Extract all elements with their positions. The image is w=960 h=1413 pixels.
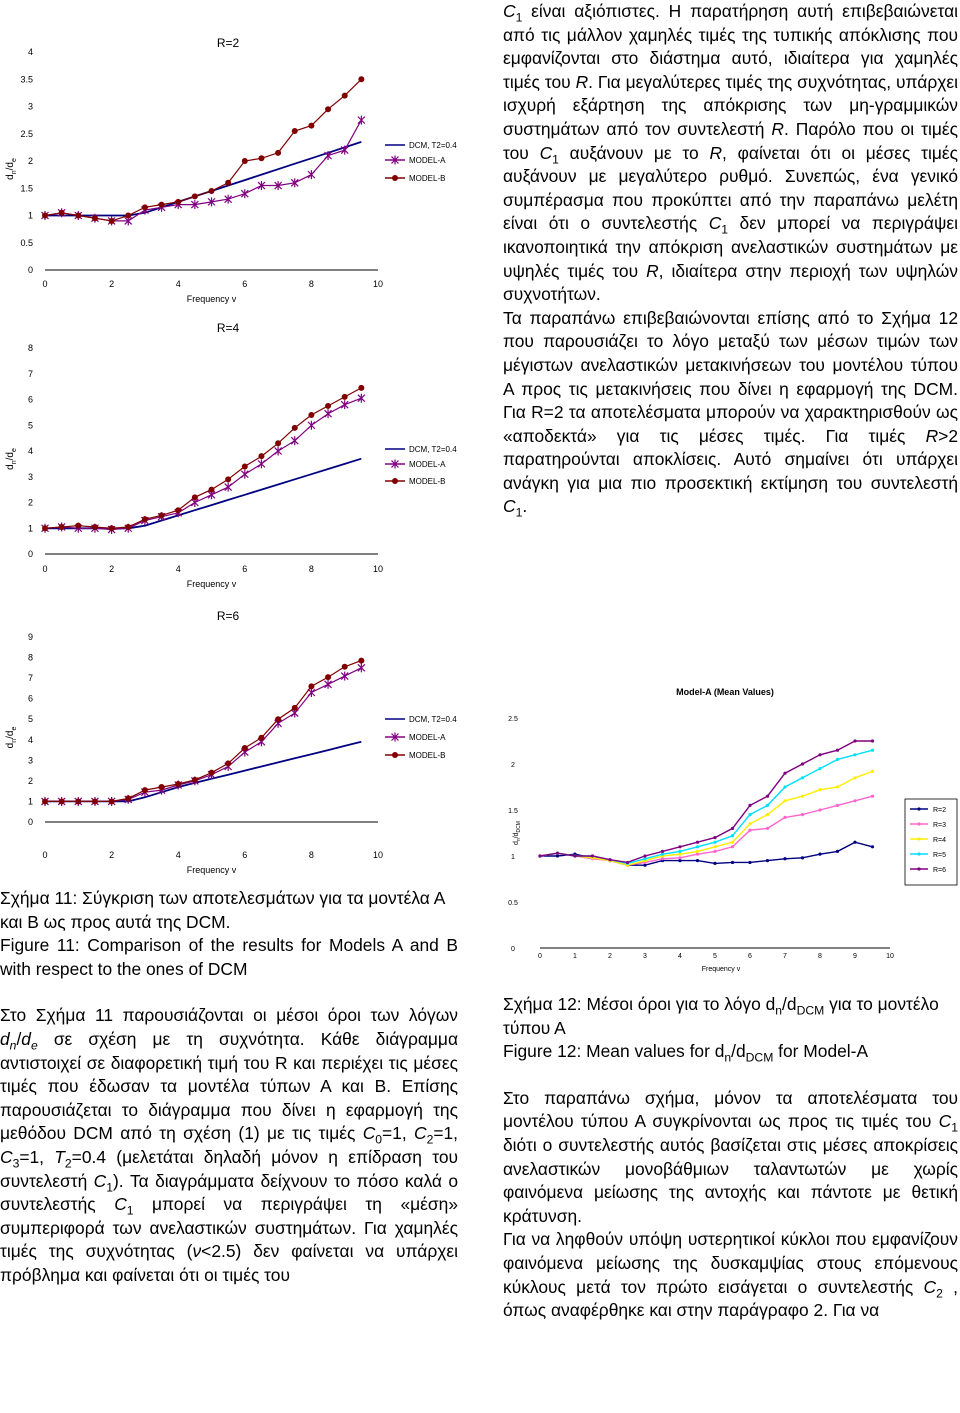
data-point-r4 [871,770,874,773]
data-point-model-a [308,421,315,430]
series-line-model-a [45,398,361,529]
data-point-r4 [748,822,751,825]
series-line-model-a [45,120,361,221]
data-point-model-b [59,798,65,804]
y-tick-label: 3 [27,101,33,112]
data-point-model-b [308,412,314,418]
data-point-model-b [292,425,298,431]
right-text-column-top [503,0,958,519]
data-point-r6 [556,852,559,855]
data-point-r6 [853,739,856,742]
data-point-r2 [818,853,821,856]
data-point-model-b [275,150,281,156]
y-tick-label: 2.5 [20,128,33,139]
chart-title: R=2 [216,36,240,50]
right-body-paragraph-2: Τα παραπάνω επιβεβαιώνονται επίσης από το Σχήμα 12 που παρουσιάζει το λόγο μεταξύ των μέσων τιμών των μέγιστων ανελαστικών μετακινήσεων του μοντέλου τύπου Α προς τις μετακινήσεις που δίνει η εφαρμογή της DCM. Για R=2 τα αποτελέσματα μπορούν να χαρακτηρισθούν ως «αποδεκτά» για τις μέσες τιμές. Για τιμές R>2 παρατηρούνται αποκλίσεις. Αυτό σημαίνει ότι υπάρχει ανάγκη για μια πιο προσεκτική εκτίμηση του συντελεστή $C_1$. [503,307,958,520]
x-tick-label: 6 [748,953,752,960]
data-point-r6 [696,841,699,844]
data-point-model-b [358,385,364,391]
data-point-r5 [713,841,716,844]
data-point-r5 [643,857,646,860]
right-body-paragraph-3: Στο παραπάνω σχήμα, μόνον τα αποτελέσματα του μοντέλου τύπου Α συγκρίνονται ως προς τις τιμές του $C_1$ διότι ο συντελεστής αυτός βασίζεται στις μέσες αποκρίσεις ανελαστικών μονοβάθμιων ταλαντωτών με χωρίς φαινόμενα μείωσης της αντοχής και πάντοτε με θετική κράτυνση. [503,1087,958,1226]
data-point-model-b [92,798,98,804]
data-point-r3 [836,804,839,807]
data-point-model-a [358,663,365,672]
x-tick-label: 8 [308,564,314,574]
legend-label: DCM, T2=0.4 [409,141,457,150]
data-point-model-b [325,403,331,409]
x-tick-label: 3 [643,953,647,960]
y-tick-label: 8 [27,652,33,663]
data-point-r3 [801,813,804,816]
data-point-model-b [275,440,281,446]
data-point-r2 [783,857,786,860]
data-point-model-b [42,798,48,804]
series-line-r3 [540,796,873,865]
series-line-dcm [45,742,361,802]
legend-label: R=3 [933,822,947,829]
y-tick-label: 1.5 [508,808,518,815]
x-tick-label: 4 [175,850,181,860]
data-point-r4 [696,850,699,853]
y-tick-label: 3.5 [20,74,33,85]
data-point-model-b [209,487,215,493]
y-tick-label: 1 [27,210,33,221]
y-axis-label: $d_n/d_e$ [5,726,18,749]
y-tick-label: 7 [27,673,33,684]
data-point-r4 [783,799,786,802]
data-point-r5 [853,753,856,756]
data-point-model-b [325,674,331,680]
x-tick-label: 8 [308,850,314,860]
data-point-r5 [783,785,786,788]
data-point-r2 [766,859,769,862]
chart-title: Model-A (Mean Values) [676,687,774,697]
x-tick-label: 5 [713,953,717,960]
data-point-model-b [342,394,348,400]
y-tick-label: 2.5 [508,716,518,723]
data-point-r2 [748,861,751,864]
data-point-model-a [308,170,315,179]
figure-12-caption-english: Figure 12: Mean values for $d_n/d_{DCM}$ for Model-A [503,1041,869,1065]
data-point-model-b [125,524,131,530]
y-tick-label: 1 [27,796,33,807]
data-point-r4 [713,845,716,848]
x-tick-label: 2 [608,953,612,960]
legend-marker [392,752,398,758]
legend-label: MODEL-B [409,477,446,486]
data-point-r5 [818,767,821,770]
y-tick-label: 4 [27,734,33,745]
x-tick-label: 6 [242,850,248,860]
data-point-model-b [142,787,148,793]
data-point-r6 [661,850,664,853]
series-line-model-b [45,79,361,221]
data-point-r2 [643,864,646,867]
x-tick-label: 4 [678,953,682,960]
data-point-r2 [836,850,839,853]
data-point-model-a [341,672,348,681]
data-point-model-b [109,798,115,804]
data-point-model-b [75,798,81,804]
data-point-model-b [92,524,98,530]
x-tick-label: 9 [853,953,857,960]
data-point-model-b [42,525,48,531]
legend-marker [917,837,920,840]
data-point-r3 [818,808,821,811]
x-axis-label: Frequency v [186,294,237,304]
left-body-paragraph: Στο Σχήμα 11 παρουσιάζονται οι μέσοι όροι των λόγων $d_n/d_e$ σε σχέση με τη συχνότητα. Κάθε διάγραμμα αντιστοιχεί σε διαφορετική τιμή του R και περιέχει τις μέσες τιμές που έδωσαν τα μοντέλα τύπων Α και Β. Επίσης παρουσιάζεται το διάγραμμα που δίνει η εφαρμογή της μεθόδου DCM από τη σχέση (1) με τις τιμές $C_0=1$, $C_2=1$, $C_3=1$, $T_2=0.4$ (μελετάται δηλαδή μόνον η επίδραση του συντελεστή $C_1$). Τα διαγράμματα δείχνουν το πόσο καλά ο συντελεστής $C_1$ μπορεί να περιγράψει τη «μέση» συμπεριφορά των ανελαστικών συστημάτων. Για χαμηλές τιμές της συχνότητας (ν<2.5) δεν φαίνεται να υπάρχει πρόβλημα και φαίνεται ότι οι τιμές του [0,1005,459,1285]
data-point-model-b [59,524,65,530]
data-point-model-a [341,146,348,155]
x-tick-label: 10 [372,279,384,289]
y-tick-label: 1.5 [20,183,33,194]
data-point-r5 [836,758,839,761]
data-point-model-a [325,409,332,418]
data-point-model-b [258,453,264,459]
data-point-model-b [125,213,131,219]
data-point-r3 [713,850,716,853]
legend-label: R=2 [933,807,947,814]
y-tick-label: 0 [27,817,33,827]
data-point-model-b [358,76,364,82]
data-point-model-a [275,447,282,456]
data-point-r6 [608,858,611,861]
series-line-r2 [540,842,873,865]
data-point-r3 [661,857,664,860]
y-axis-label: $d_n/d_e$ [5,158,18,180]
data-point-model-b [159,512,165,518]
y-tick-label: 0.5 [20,237,33,248]
data-point-r5 [871,749,874,752]
legend-marker [392,175,398,181]
data-point-r6 [678,845,681,848]
legend-label: R=4 [933,837,947,844]
y-tick-label: 5 [27,714,33,725]
x-tick-label: 8 [818,953,822,960]
legend-box [905,799,957,885]
x-tick-label: 0 [42,279,48,289]
data-point-r5 [696,845,699,848]
data-point-model-b [192,494,198,500]
data-point-model-a [325,680,332,689]
data-point-r6 [713,836,716,839]
chart-r2 [0,0,470,305]
data-point-model-b [92,215,98,221]
data-point-r4 [818,788,821,791]
data-point-model-a [241,189,248,198]
data-point-model-b [225,476,231,482]
data-point-r3 [871,795,874,798]
x-tick-label: 2 [109,564,115,574]
y-tick-label: 5 [27,420,33,431]
y-tick-label: 0.5 [508,900,518,907]
data-point-model-a [358,394,365,403]
data-point-r4 [801,795,804,798]
chart-r6 [0,600,470,875]
y-tick-label: 3 [27,755,33,766]
right-body-paragraph-1: $C_1$ είναι αξιόπιστες. Η παρατήρηση αυτή επιβεβαιώνεται από τις μάλλον χαμηλές τιμές της τυπικής απόκλισης που εμφανίζονται στο διάστημα αυτό, ιδιαίτερα για χαμηλές τιμές του R. Για μεγαλύτερες τιμές της συχνότητας, υπάρχει ισχυρή εξάρτηση της απόκρισης των μη-γραμμικών συστημάτων από τον συντελεστή R. Παρόλο που οι τιμές του $C_1$ αυξάνουν με το R, φαίνεται ότι οι μέσες τιμές αυξάνουν με μεγαλύτερο ρυθμό. Συνεπώς, ένα γενικό συμπέρασμα που προκύπτει από την παραπάνω μελέτη είναι ότι ο συντελεστής $C_1$ δεν μπορεί να περιγράψει ικανοποιητικά την απόκριση ανελαστικών συστημάτων με υψηλές τιμές του R, ιδιαίτερα στην περιοχή των υψηλών συχνοτήτων. [503,1,959,305]
data-point-r5 [766,804,769,807]
figure-11-caption-greek: Σχήμα 11: Σύγκριση των αποτελεσμάτων για τα μοντέλα Α και Β ως προς αυτά της DCM. [0,888,445,932]
chart-r4 [0,310,470,595]
series-line-r5 [540,750,873,863]
figure-11-caption-english: Figure 11: Comparison of the results for Models A and B with respect to the ones of DCM [0,935,458,979]
data-point-model-b [292,128,298,134]
x-tick-label: 1 [573,953,577,960]
data-point-r6 [591,854,594,857]
data-point-r3 [766,827,769,830]
data-point-r2 [801,856,804,859]
x-tick-label: 7 [783,953,787,960]
figure-12-caption-greek: Σχήμα 12: Μέσοι όροι για το λόγο $d_n/d_{DCM}$ για το μοντέλο τύπου Α [503,994,939,1038]
data-point-model-b [242,745,248,751]
data-point-r6 [748,804,751,807]
legend-label: R=5 [933,852,947,859]
y-tick-label: 6 [27,394,33,405]
x-tick-label: 0 [42,564,48,574]
x-tick-label: 10 [886,953,894,960]
data-point-model-b [358,658,364,664]
data-point-r6 [836,749,839,752]
legend-label: MODEL-A [409,460,446,469]
x-axis-label: Frequency v [186,865,237,875]
data-point-model-b [142,204,148,210]
data-point-r6 [573,854,576,857]
y-axis-label: $d_n/d_{DCM}$ [513,821,522,845]
data-point-r3 [678,856,681,859]
y-tick-label: 1 [511,854,515,861]
data-point-model-b [308,683,314,689]
y-tick-label: 2 [27,156,33,166]
legend-label: MODEL-A [409,733,446,742]
data-point-model-b [175,507,181,513]
data-point-r3 [783,816,786,819]
y-tick-label: 0 [27,549,33,559]
x-tick-label: 10 [372,564,384,574]
data-point-r6 [626,861,629,864]
data-point-model-b [209,188,215,194]
data-point-model-b [258,735,264,741]
data-point-model-b [275,716,281,722]
data-point-r4 [731,841,734,844]
y-tick-label: 0 [27,265,33,275]
data-point-model-a [258,459,265,468]
legend-marker [917,867,920,870]
data-point-model-b [109,525,115,531]
data-point-model-a [341,400,348,409]
legend-label: DCM, T2=0.4 [409,445,457,454]
data-point-r2 [871,845,874,848]
data-point-model-b [59,210,65,216]
y-tick-label: 4 [27,446,33,456]
y-tick-label: 6 [27,693,33,704]
chart-title: R=6 [216,609,240,623]
data-point-r3 [853,799,856,802]
data-point-r3 [748,829,751,832]
data-point-r2 [556,854,559,857]
y-tick-label: 1 [27,523,33,534]
data-point-r6 [731,827,734,830]
y-tick-label: 4 [27,47,33,57]
data-point-model-b [292,705,298,711]
x-tick-label: 0 [42,850,48,860]
chart-model-a-mean [490,675,960,980]
data-point-r6 [801,762,804,765]
x-tick-label: 4 [175,279,181,289]
legend-label: MODEL-B [409,174,446,183]
data-point-model-a [325,151,332,160]
data-point-r3 [696,853,699,856]
data-point-model-b [175,199,181,205]
data-point-model-b [42,213,48,219]
legend-marker [917,822,920,825]
data-point-r2 [696,859,699,862]
data-point-r2 [678,859,681,862]
y-axis-label: $d_n/d_e$ [5,448,18,470]
series-line-dcm [45,142,361,216]
data-point-r6 [783,772,786,775]
y-tick-label: 2 [511,762,515,769]
data-point-model-b [159,202,165,208]
y-tick-label: 3 [27,471,33,482]
data-point-r5 [748,813,751,816]
data-point-model-b [342,93,348,99]
y-tick-label: 2 [27,775,33,786]
data-point-r4 [766,813,769,816]
x-tick-label: 4 [175,564,181,574]
data-point-model-a [241,470,248,479]
data-point-r6 [871,739,874,742]
data-point-model-b [225,180,231,186]
x-tick-label: 6 [242,564,248,574]
x-tick-label: 0 [538,953,542,960]
data-point-model-b [342,664,348,670]
data-point-model-a [225,483,232,492]
data-point-model-b [192,777,198,783]
legend-label: MODEL-A [409,156,446,165]
legend-marker [917,807,920,810]
x-tick-label: 10 [372,850,384,860]
y-tick-label: 2 [27,497,33,508]
data-point-model-b [75,213,81,219]
data-point-r2 [731,861,734,864]
y-tick-label: 9 [27,632,33,642]
data-point-model-a [358,116,365,125]
data-point-r6 [538,854,541,857]
data-point-model-b [242,463,248,469]
data-point-model-b [125,795,131,801]
data-point-model-b [225,760,231,766]
data-point-model-b [159,784,165,790]
data-point-model-b [175,781,181,787]
data-point-model-b [109,218,115,224]
data-point-r2 [853,841,856,844]
legend-label: R=6 [933,867,947,874]
chart-title: R=4 [216,321,240,335]
y-tick-label: 7 [27,368,33,379]
x-axis-label: Frequency v [186,579,237,589]
x-tick-label: 2 [109,279,115,289]
data-point-r3 [731,845,734,848]
data-point-model-a [291,436,298,445]
legend-marker [392,478,398,484]
data-point-r5 [731,834,734,837]
data-point-model-b [142,516,148,522]
series-line-r4 [540,771,873,865]
x-tick-label: 2 [109,850,115,860]
data-point-model-b [242,158,248,164]
legend-label: MODEL-B [409,751,446,760]
data-point-model-b [325,106,331,112]
y-tick-label: 0 [511,946,515,953]
y-tick-label: 8 [27,343,33,353]
data-point-r5 [678,850,681,853]
data-point-r6 [818,753,821,756]
right-body-paragraph-4: Για να ληφθούν υπόψη υστερητικοί κύκλοι που εμφανίζουν φαινόμενα μείωσης της δυσκαμψίας στους επόμενους κύκλους μετά τον πρώτο εισάγεται ο συντελεστής $C_2$ , όπως αναφέρθηκε και στην παράγραφο 2. Για να [503,1229,958,1321]
data-point-model-b [308,123,314,129]
left-text-column [0,887,458,1288]
data-point-r6 [766,795,769,798]
legend-marker [917,852,920,855]
data-point-r6 [643,854,646,857]
data-point-model-b [192,193,198,199]
data-point-model-b [258,155,264,161]
data-point-r5 [801,776,804,779]
x-axis-label: Frequency v [701,966,741,973]
data-point-r5 [661,853,664,856]
x-tick-label: 8 [308,279,314,289]
legend-label: DCM, T2=0.4 [409,715,457,724]
data-point-model-b [75,523,81,529]
data-point-r4 [836,785,839,788]
data-point-r2 [713,862,716,865]
data-point-r4 [678,853,681,856]
data-point-model-b [209,770,215,776]
x-tick-label: 6 [242,279,248,289]
right-text-column-bottom [503,993,958,1323]
data-point-r4 [853,776,856,779]
